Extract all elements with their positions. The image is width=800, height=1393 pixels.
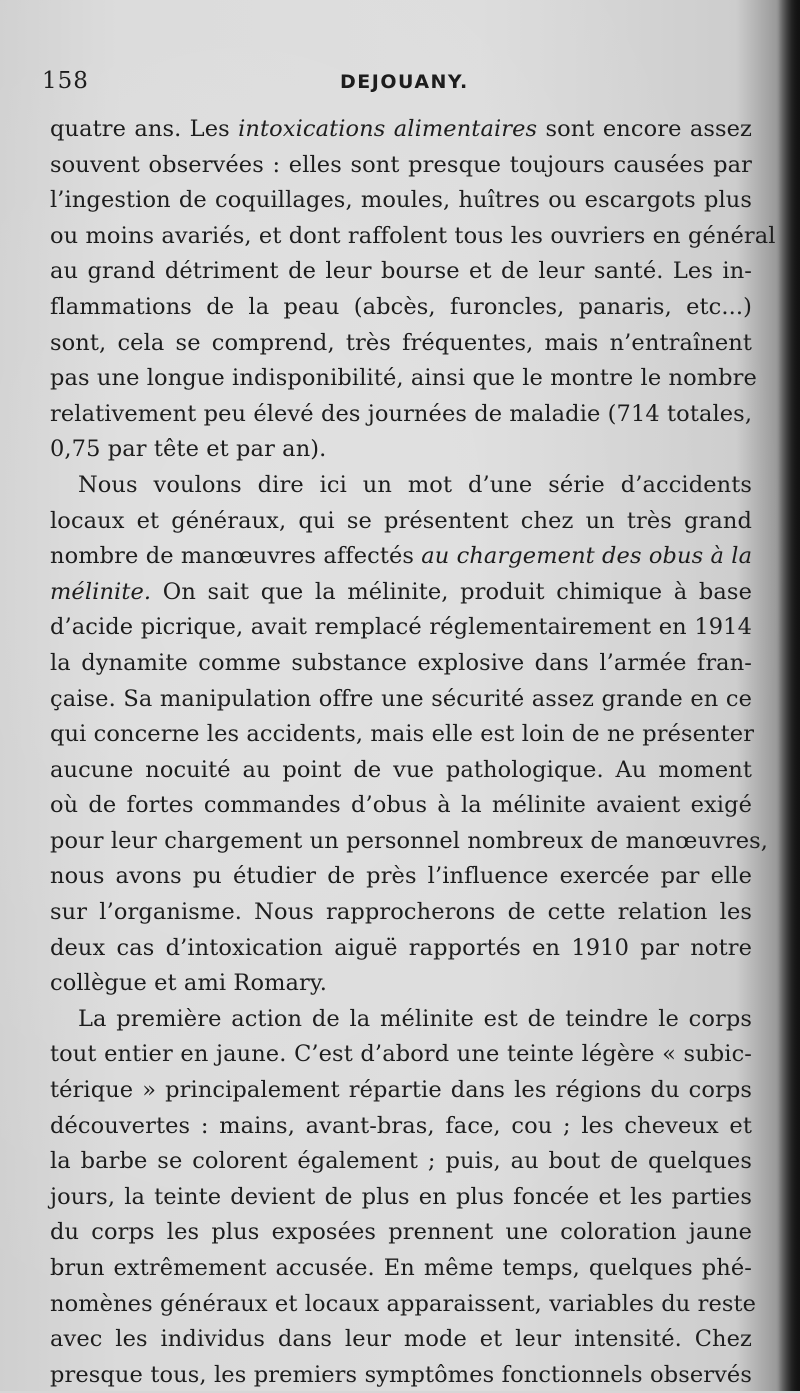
text-line: sont, cela se comprend, très fréquentes, mais n’entraînent (50, 329, 752, 356)
text-line: tout entier en jaune. C’est d’abord une teinte légère « subic- (50, 1041, 752, 1068)
text-line: locaux et généraux, qui se présentent chez un très grand (50, 507, 752, 534)
text-line: l’ingestion de coquillages, moules, huîtres ou escargots plus (50, 187, 752, 214)
text-line: avec les individus dans leur mode et leur intensité. Chez (50, 1326, 752, 1353)
text-line: flammations de la peau (abcès, furoncles, panaris, etc...) (50, 293, 752, 320)
text-line: nombre de manœuvres affectés au chargement des obus à la (50, 543, 753, 570)
page-number: 158 (42, 68, 89, 94)
text-line: qui concerne les accidents, mais elle est loin de ne présenter (50, 721, 755, 748)
text-line: çaise. Sa manipulation offre une sécurité assez grande en ce (50, 685, 752, 712)
paragraph-start: Nous voulons dire ici un mot d’une série d’accidents (78, 471, 752, 498)
text-line: quatre ans. Les intoxications alimentaires sont encore assez (50, 116, 752, 142)
text-line: d’acide picrique, avait remplacé réglementairement en 1914 (50, 614, 752, 641)
text-line: brun extrêmement accusée. En même temps, quelques phé- (50, 1255, 752, 1281)
text-line: au grand détriment de leur bourse et de leur santé. Les in- (50, 258, 752, 285)
text-line: la dynamite comme substance explosive dans l’armée fran- (50, 649, 752, 676)
text-line: aucune nocuité au point de vue pathologique. Au moment (50, 756, 752, 783)
text-line: souvent observées : elles sont presque toujours causées par (50, 151, 752, 178)
text-line: du corps les plus exposées prennent une coloration jaune (50, 1219, 752, 1246)
text-line: pour leur chargement un personnel nombreux de manœuvres, (50, 827, 769, 854)
body-text (50, 112, 776, 1393)
page-edge-shadow (778, 0, 800, 1391)
text-line: térique » principalement répartie dans les régions du corps (50, 1077, 752, 1104)
page-header (42, 68, 762, 102)
text-line: nous avons pu étudier de près l’influence exercée par elle (50, 863, 752, 890)
text-line: relativement peu élevé des journées de maladie (714 totales, (50, 400, 753, 427)
text-line: mélinite. On sait que la mélinite, produit chimique à base (50, 578, 752, 605)
text-line: découvertes : mains, avant-bras, face, cou ; les cheveux et (50, 1112, 752, 1139)
text-line: où de fortes commandes d’obus à la mélinite avaient exigé (50, 792, 752, 819)
text-line: 0,75 par tête et par an). (50, 436, 327, 463)
text-line: sur l’organisme. Nous rapprocherons de cette relation les (50, 899, 752, 926)
text-line: deux cas d’intoxication aiguë rapportés en 1910 par notre (50, 934, 752, 961)
running-head: DEJOUANY. (340, 71, 469, 93)
text-line: ou moins avariés, et dont raffolent tous les ouvriers en général (50, 222, 776, 249)
text-line: collègue et ami Romary. (50, 970, 327, 997)
text-line: pas une longue indisponibilité, ainsi que le montre le nombre (50, 365, 757, 392)
paragraph-start: La première action de la mélinite est de teindre le corps (78, 1005, 752, 1032)
text-line: jours, la teinte devient de plus en plus foncée et les parties (50, 1183, 752, 1210)
text-line: la barbe se colorent également ; puis, au bout de quelques (50, 1148, 752, 1175)
text-line: presque tous, les premiers symptômes fonctionnels observés (50, 1361, 752, 1388)
text-line: nomènes généraux et locaux apparaissent, variables du reste (50, 1290, 757, 1317)
